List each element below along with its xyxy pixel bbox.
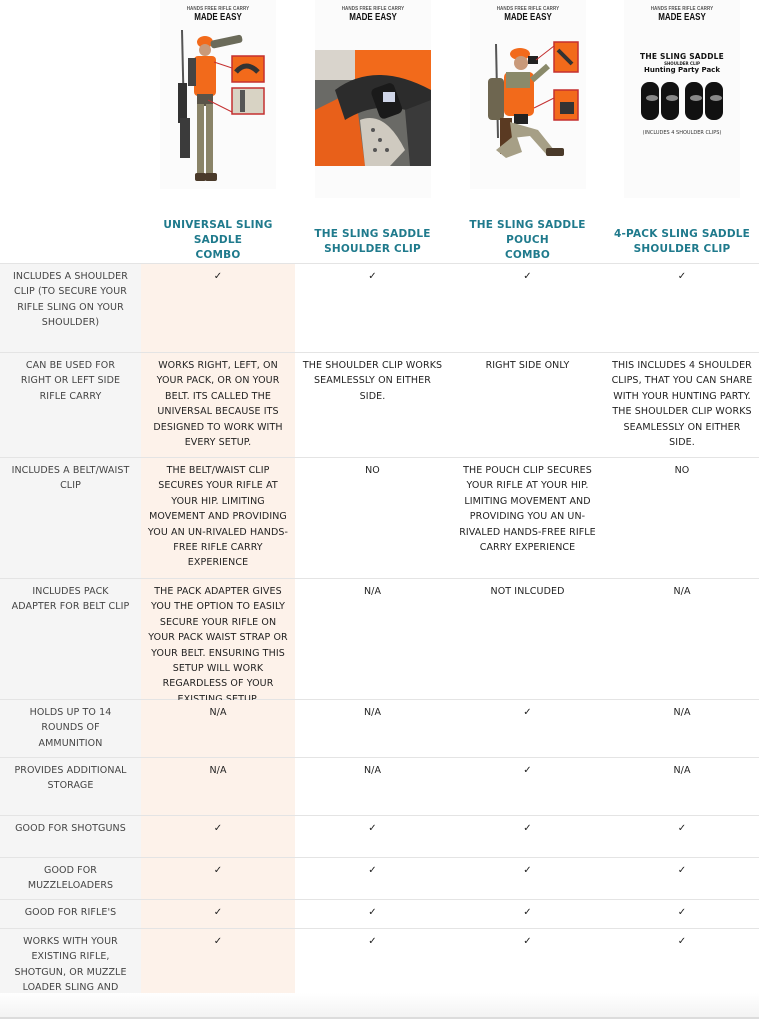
hunter-kneeling-illustration: [476, 38, 584, 178]
feature-row: [0, 578, 759, 699]
feature-value: THE POUCH CLIP SECURES YOUR RIFLE AT YOUR HIP. LIMITING MOVEMENT AND PROVIDING YOU AN UN-RIVALED HANDS-FREE RIFLE CARRY EXPERIENCE: [459, 465, 596, 554]
four-clips-illustration: [637, 80, 727, 122]
feature-value: N/A: [673, 765, 691, 776]
feature-value-check: ✓: [368, 271, 377, 282]
horizontal-scrollbar[interactable]: [0, 1017, 759, 1019]
header-spacer: [0, 0, 141, 263]
feature-value: N/A: [673, 586, 691, 597]
feature-label: CAN BE USED FOR RIGHT OR LEFT SIDE RIFLE CARRY: [0, 353, 141, 457]
feature-value-check: ✓: [141, 929, 295, 1015]
product-image-shoulder-clip[interactable]: [315, 0, 431, 198]
feature-row: [0, 699, 759, 757]
feature-label: PROVIDES ADDITIONAL STORAGE: [0, 758, 141, 815]
feature-value: THE SHOULDER CLIP WORKS SEAMLESSLY ON EITHER SIDE.: [302, 360, 443, 402]
feature-value: THE BELT/WAIST CLIP SECURES YOUR RIFLE AT YOUR HIP. LIMITING MOVEMENT AND PROVIDING YOU AN UN-RIVALED HANDS-FREE RIFLE CARRY EXPERIENCE: [141, 458, 295, 578]
product-title-universal-combo[interactable]: [141, 218, 295, 263]
feature-value: NO: [674, 465, 690, 476]
title-line: 4-PACK SLING SADDLE: [613, 228, 751, 240]
feature-label: INCLUDES A SHOULDER CLIP (TO SECURE YOUR RIFLE SLING ON YOUR SHOULDER): [0, 264, 141, 352]
feature-value-check: ✓: [141, 264, 295, 352]
feature-value: THE PACK ADAPTER GIVES YOU THE OPTION TO EASILY SECURE YOUR RIFLE ON YOUR PACK WAIST STRAP OR YOUR BELT. ENSURING THIS SETUP WILL WORK REGARDLESS OF YOUR: [141, 579, 295, 699]
feature-label: WORKS WITH YOUR EXISTING RIFLE, SHOTGUN, OR MUZZLE LOADER SLING AND: [0, 929, 141, 1015]
feature-value-check: ✓: [523, 271, 532, 282]
feature-value: NO: [365, 465, 380, 476]
title-line: SHOULDER CLIP: [633, 243, 731, 255]
product-title-4-pack[interactable]: [614, 227, 750, 257]
comparison-header: [0, 0, 759, 263]
feature-label: GOOD FOR RIFLE'S: [0, 900, 141, 928]
product-image-4-pack[interactable]: [624, 0, 740, 198]
pack-subtitle: SHOULDER CLIP: [664, 61, 700, 66]
feature-value-check: ✓: [523, 865, 532, 876]
hunter-standing-illustration: [170, 28, 270, 189]
feature-value-check: ✓: [677, 907, 687, 918]
feature-value: RIGHT SIDE ONLY: [485, 360, 570, 371]
tagline-small: HANDS FREE RIFLE CARRY: [186, 6, 250, 12]
tagline-big: MADE EASY: [194, 12, 242, 23]
tagline-small: HANDS FREE RIFLE CARRY: [341, 6, 404, 12]
feature-value: N/A: [673, 707, 691, 718]
title-line: THE SLING SADDLE POUCH: [469, 219, 586, 246]
feature-value-check: ✓: [677, 823, 687, 834]
feature-value-check: ✓: [141, 858, 295, 899]
feature-value-check: ✓: [523, 707, 532, 718]
feature-value: WORKS RIGHT, LEFT, ON YOUR PACK, OR ON YOUR BELT. ITS CALLED THE UNIVERSAL BECAUSE ITS DESIGNED TO WORK WITH EVERY SETUP.: [141, 353, 295, 457]
feature-value-check: ✓: [677, 271, 687, 282]
title-line: THE SLING SADDLE: [314, 228, 431, 240]
product-column-header: [141, 0, 295, 263]
tagline-big: MADE EASY: [658, 12, 706, 23]
bottom-fade: [0, 993, 759, 1017]
product-column-header: [295, 0, 450, 263]
feature-value-check: ✓: [368, 907, 377, 918]
feature-value-check: ✓: [523, 936, 532, 947]
tagline-small: HANDS FREE RIFLE CARRY: [650, 6, 714, 12]
title-line: UNIVERSAL SLING SADDLE: [163, 219, 273, 246]
feature-row: [0, 757, 759, 815]
feature-value: N/A: [141, 700, 295, 757]
feature-row: [0, 352, 759, 457]
tagline-big: MADE EASY: [503, 12, 552, 23]
feature-label: HOLDS UP TO 14 ROUNDS OF AMMUNITION: [0, 700, 141, 757]
feature-value-check: ✓: [368, 865, 377, 876]
feature-value-check: ✓: [523, 823, 532, 834]
shoulder-clip-photo: [315, 50, 431, 166]
product-image-pouch-combo[interactable]: [470, 0, 586, 189]
feature-value-check: ✓: [368, 823, 377, 834]
feature-value-check: ✓: [141, 900, 295, 928]
feature-value: N/A: [363, 707, 382, 718]
feature-value-check: ✓: [523, 765, 532, 776]
feature-label: GOOD FOR SHOTGUNS: [0, 816, 141, 857]
title-line: COMBO: [504, 249, 550, 261]
feature-value: N/A: [141, 758, 295, 815]
feature-value: THIS INCLUDES 4 SHOULDER CLIPS, THAT YOU CAN SHARE WITH YOUR HUNTING PARTY. THE SHOULDER CLIP WORKS SEAMLESSLY ON EITHER SIDE.: [611, 360, 753, 449]
pack-name: Hunting Party Pack: [644, 66, 720, 74]
tagline-small: HANDS FREE RIFLE CARRY: [496, 6, 559, 12]
feature-label: INCLUDES PACK ADAPTER FOR BELT CLIP: [0, 579, 141, 699]
feature-row: [0, 899, 759, 928]
feature-value: N/A: [363, 586, 382, 597]
feature-value-check: ✓: [677, 936, 687, 947]
comparison-body: [0, 263, 759, 1015]
pack-title: THE SLING SADDLE: [640, 52, 724, 61]
feature-value: N/A: [363, 765, 382, 776]
feature-value-check: ✓: [141, 816, 295, 857]
title-line: SHOULDER CLIP: [324, 243, 421, 255]
product-column-header: [450, 0, 605, 263]
product-title-pouch-combo[interactable]: [450, 218, 605, 263]
product-image-universal-combo[interactable]: [160, 0, 276, 189]
feature-row: [0, 263, 759, 352]
feature-label: INCLUDES A BELT/WAIST CLIP: [0, 458, 141, 578]
feature-value-check: ✓: [368, 936, 377, 947]
tagline-big: MADE EASY: [348, 12, 397, 23]
product-title-shoulder-clip[interactable]: [314, 227, 430, 257]
pack-note: (INCLUDES 4 SHOULDER CLIPS): [642, 130, 722, 136]
feature-value-check: ✓: [677, 865, 687, 876]
product-column-header: [605, 0, 759, 263]
feature-value-check: ✓: [523, 907, 532, 918]
feature-row: [0, 815, 759, 857]
feature-label: GOOD FOR MUZZLELOADERS: [0, 858, 141, 899]
feature-row: [0, 457, 759, 578]
feature-row: [0, 857, 759, 899]
feature-value: NOT INLCUDED: [490, 586, 565, 597]
title-line: COMBO: [195, 249, 241, 261]
